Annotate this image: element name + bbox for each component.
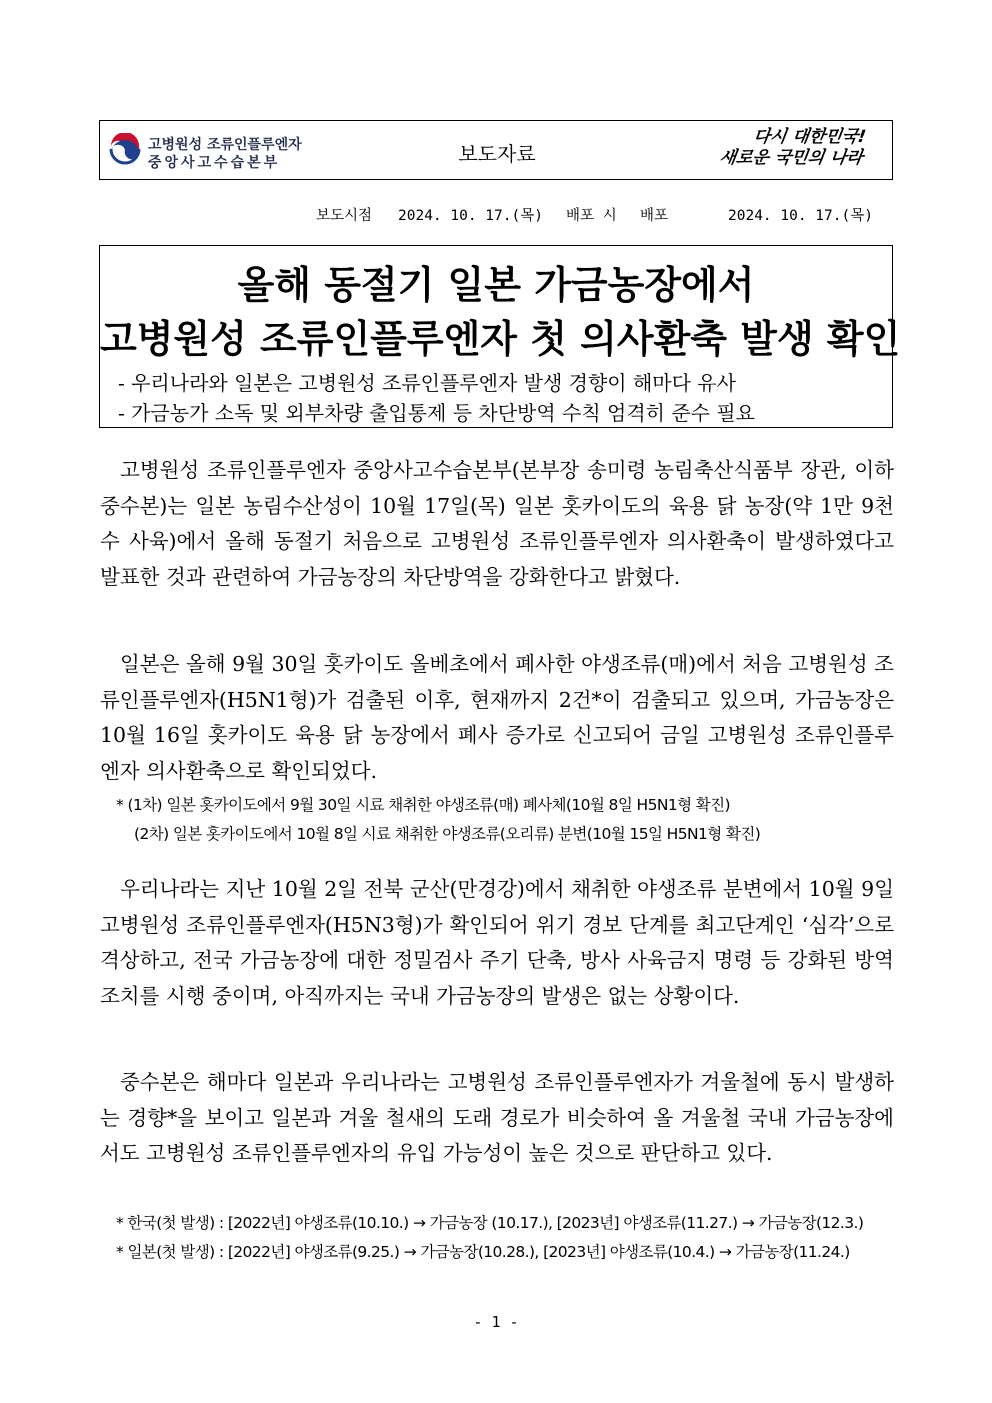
headline-line2: 고병원성 조류인플루엔자 첫 의사환축 발생 확인 — [100, 317, 901, 361]
paragraph-3: 우리나라는 지난 10월 2일 전북 군산(만경강)에서 채취한 야생조류 분변에서 10월 9일 고병원성 조류인플루엔자(H5N3형)가 확인되어 위기 경보 단계를 최고단계인 ‘심각’으로 격상하고, 전국 가금농장에 대한 정밀검사 주기 단축, 방사 사육금지 명령 등 강화된 방역조치를 시행 중이며, 아직까지는 국내 가금농장의 발생은 없는 상황이다. — [100, 877, 894, 1008]
slogan-line1: 다시 대한민국! — [751, 127, 867, 147]
subheadline-2: - 가금농가 소독 및 외부차량 출입통제 등 차단방역 수칙 엄격히 준수 필요 — [118, 401, 755, 425]
org-name-line1: 고병원성 조류인플루엔자 — [148, 137, 302, 153]
paragraph-2: 일본은 올해 9월 30일 홋카이도 올베초에서 폐사한 야생조류(매)에서 처음 고병원성 조류인플루엔자(H5N1형)가 검출된 이후, 현재까지 2건*이 검출되고 있으며, 가금농장은 10월 16일 홋카이도 육용 닭 농장에서 폐사 증가로 신고되어 금일 고병원성 조류인플루엔자 의사환축으로 확인되었다. — [100, 652, 894, 783]
release-date: 2024. 10. 17.(목) — [398, 208, 543, 224]
org-name-line2: 중앙사고수습본부 — [148, 155, 281, 171]
footnote-4-1: * 한국(첫 발생) : [2022년] 야생조류(10.10.) → 가금농장 (10.17.), [2023년] 야생조류(11.27.) → 가금농장(12.3.) — [116, 1214, 864, 1232]
headline-line1: 올해 동절기 일본 가금농장에서 — [237, 263, 755, 307]
distribution-date: 2024. 10. 17.(목) — [728, 208, 873, 224]
distribution-label: 배포 — [640, 208, 669, 224]
headline-box — [99, 245, 901, 428]
footnote-4-2: * 일본(첫 발생) : [2022년] 야생조류(9.25.) → 가금농장(10.28.), [2023년] 야생조류(10.4.) → 가금농장(11.24.) — [116, 1243, 850, 1261]
document-type: 보도자료 — [458, 142, 536, 166]
header-box — [99, 120, 893, 180]
paragraph-4: 중수본은 해마다 일본과 우리나라는 고병원성 조류인플루엔자가 겨울철에 동시 발생하는 경향*을 보이고 일본과 겨울 철새의 도래 경로가 비슷하여 올 겨울철 국내 가금농장에서도 고병원성 조류인플루엔자의 유입 가능성이 높은 것으로 판단하고 있다. — [100, 1070, 894, 1165]
subheadline-1: - 우리나라와 일본은 고병원성 조류인플루엔자 발생 경향이 해마다 유사 — [118, 371, 736, 395]
slogan — [718, 127, 867, 169]
footnote-2-1: * (1차) 일본 홋카이도에서 9월 30일 시료 채취한 야생조류(매) 폐사체(10월 8일 H5N1형 확진) — [116, 796, 730, 814]
page-number: - 1 - — [473, 1313, 519, 1331]
paragraph-1: 고병원성 조류인플루엔자 중앙사고수습본부(본부장 송미령 농림축산식품부 장관, 이하 중수본)는 일본 농림수산성이 10월 17일(목) 일본 홋카이도의 육용 닭 농장(약 1만 9천수 사육)에서 올해 동절기 처음으로 고병원성 조류인플루엔자 의사환축이 발생하였다고 발표한 것과 관련하여 가금농장의 차단방역을 강화한다고 밝혔다. — [100, 458, 894, 589]
slogan-line2: 새로운 국민의 나라 — [717, 148, 864, 168]
release-label: 보도시점 — [316, 208, 373, 224]
footnote-2-2: (2차) 일본 홋카이도에서 10월 8일 시료 채취한 야생조류(오리류) 분변(10월 15일 H5N1형 확진) — [134, 825, 761, 843]
release-when: 배포 시 — [566, 208, 617, 224]
